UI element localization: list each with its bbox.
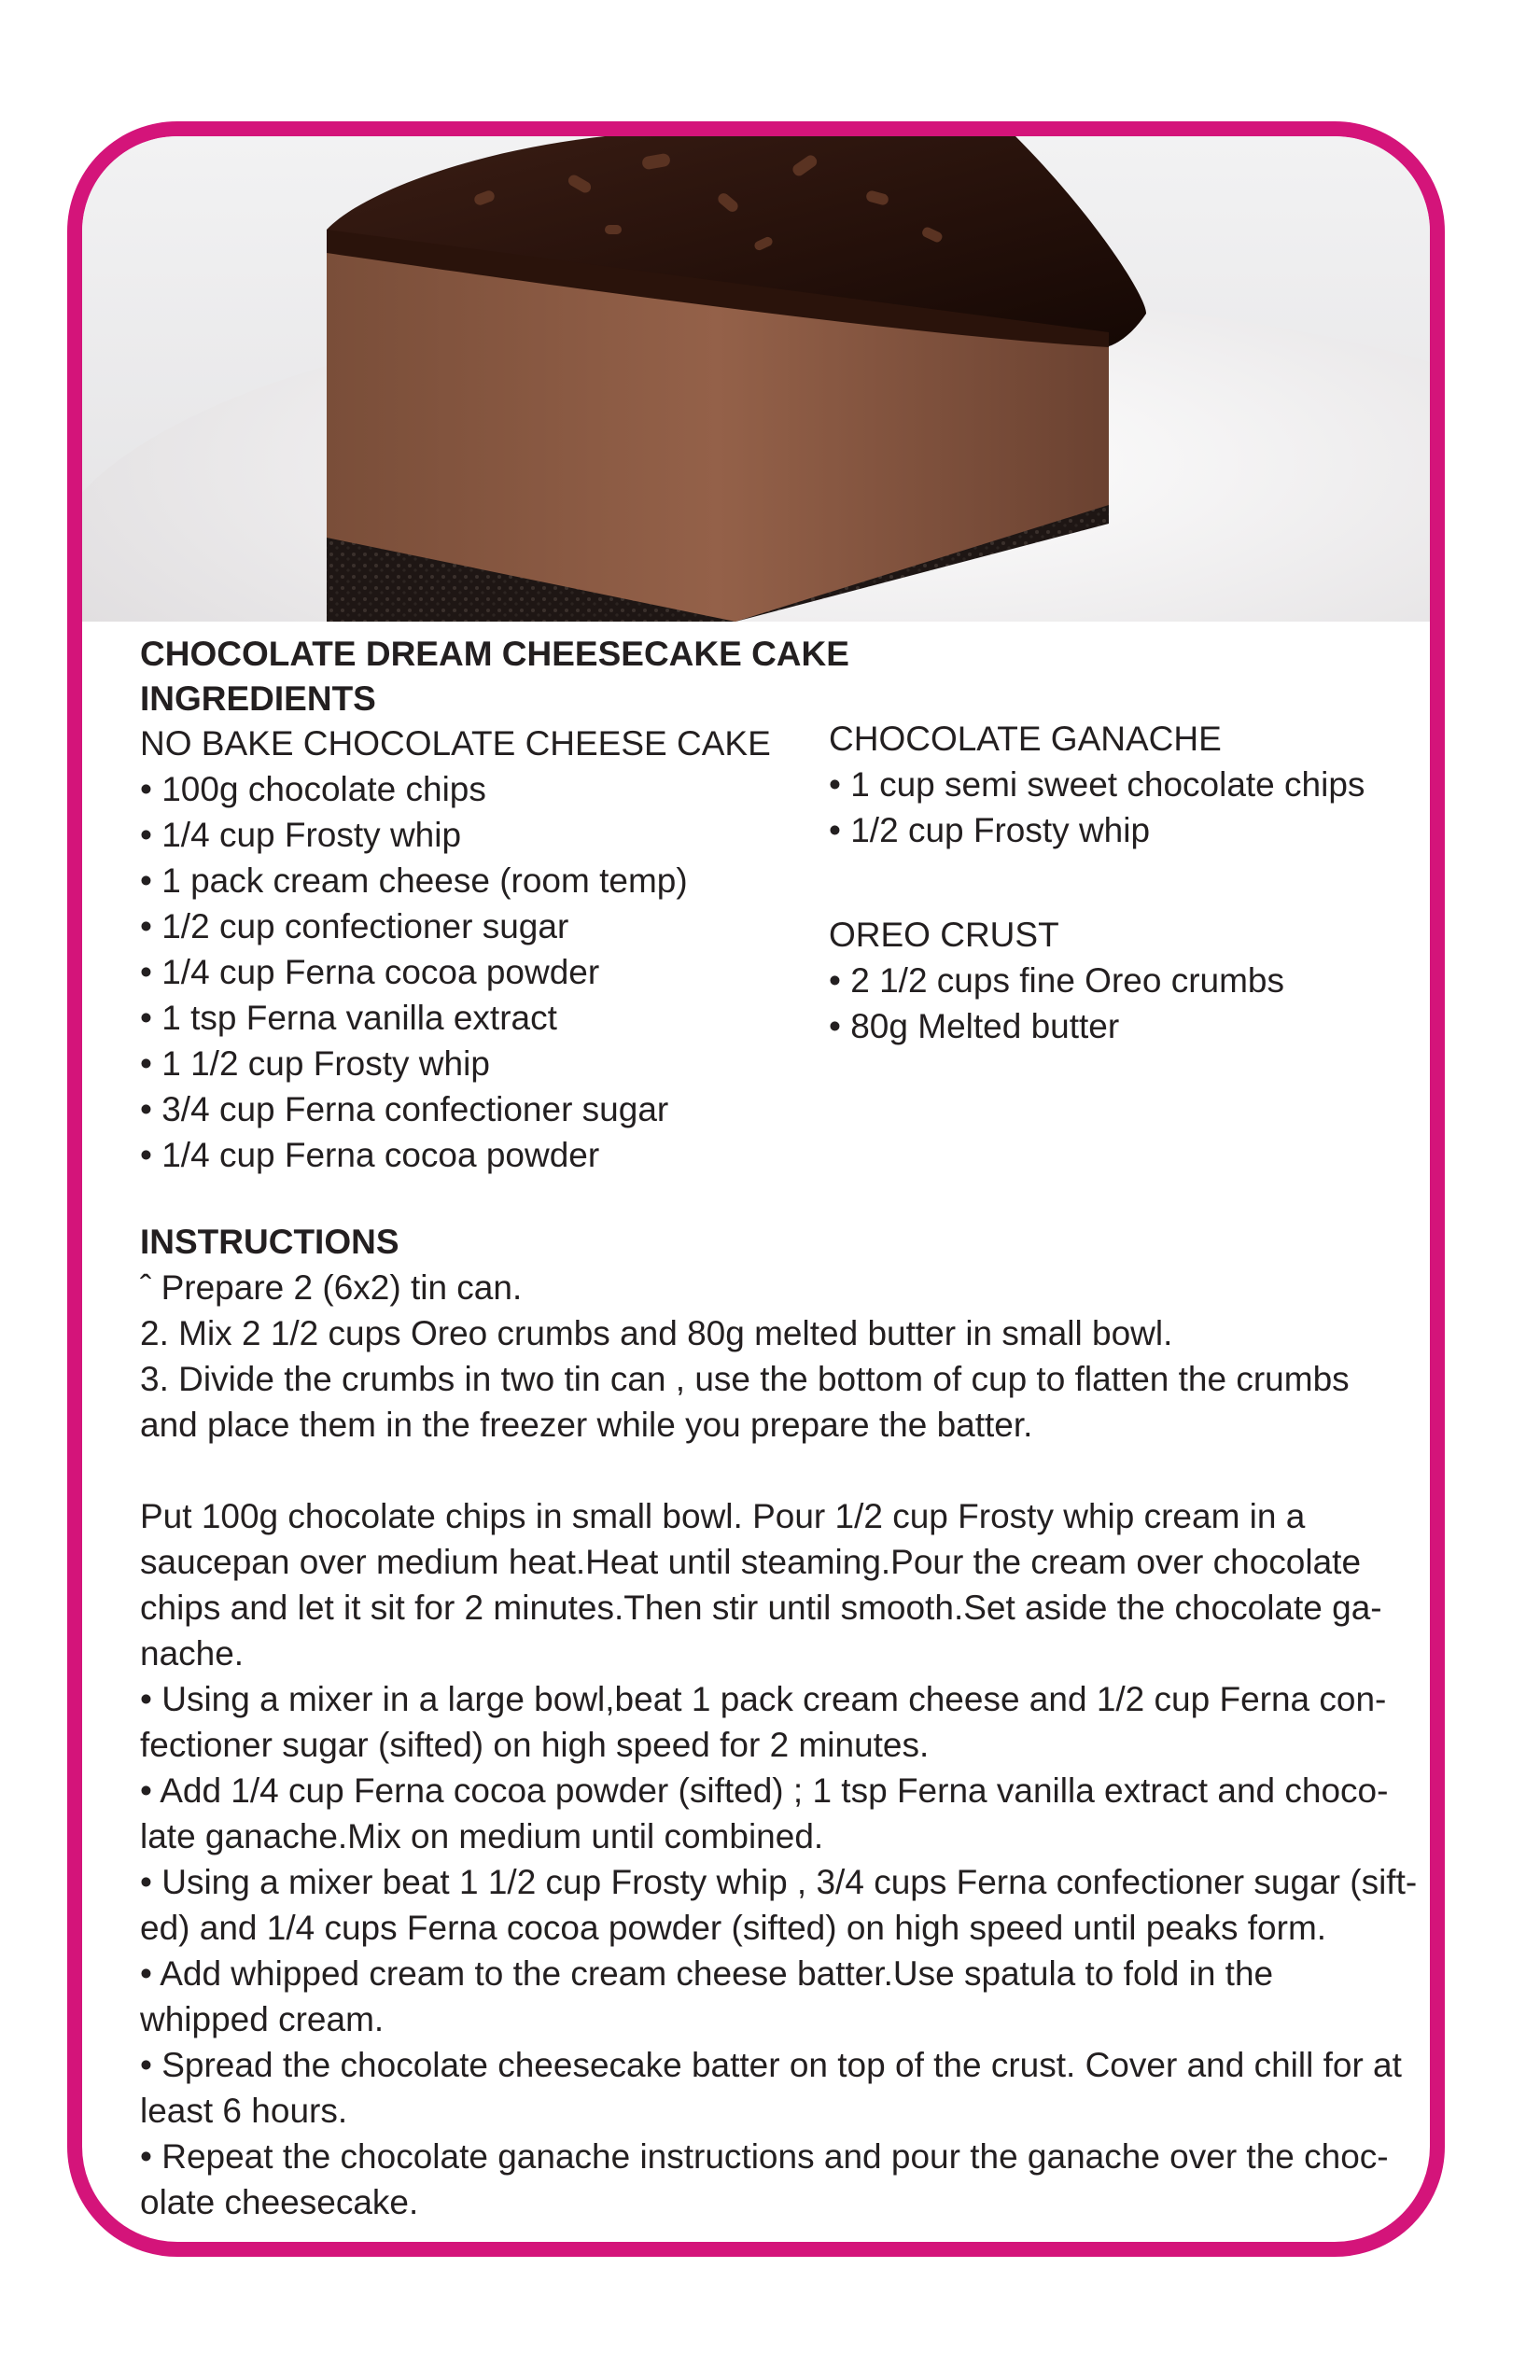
ingredients-heading: INGREDIENTS <box>140 679 376 718</box>
ingredient-item: • 80g Melted butter <box>829 1007 1120 1045</box>
ingredient-item: • 1/2 cup Frosty whip <box>829 811 1151 849</box>
ingredient-item: • 1/4 cup Frosty whip <box>140 816 462 854</box>
instruction-line: • Add 1/4 cup Ferna cocoa powder (sifted) ; 1 tsp Ferna vanilla extract and choco- <box>140 1771 1389 1810</box>
instruction-line: whipped cream. <box>140 2000 385 2038</box>
instruction-line: chips and let it sit for 2 minutes.Then stir until smooth.Set aside the chocolate ga- <box>140 1589 1382 1627</box>
ingredient-item: • 3/4 cup Ferna confectioner sugar <box>140 1090 669 1128</box>
instruction-line: • Using a mixer beat 1 1/2 cup Frosty whip , 3/4 cups Ferna confectioner sugar (sift- <box>140 1863 1418 1901</box>
instruction-line: ˆ Prepare 2 (6x2) tin can. <box>140 1268 523 1307</box>
instruction-line: and place them in the freezer while you prepare the batter. <box>140 1406 1033 1444</box>
ingredient-item: • 2 1/2 cups fine Oreo crumbs <box>829 961 1285 1000</box>
no-bake-heading: NO BAKE CHOCOLATE CHEESE CAKE <box>140 724 771 763</box>
instruction-line: least 6 hours. <box>140 2092 348 2130</box>
instructions-section <box>140 1219 1428 2225</box>
recipe-title: CHOCOLATE DREAM CHEESECAKE CAKE <box>140 635 849 673</box>
ingredient-item: • 1 cup semi sweet chocolate chips <box>829 765 1365 804</box>
recipe-card <box>67 121 1445 2257</box>
ingredient-item: • 1 pack cream cheese (room temp) <box>140 861 688 900</box>
instruction-line: late ganache.Mix on medium until combined. <box>140 1817 824 1855</box>
recipe-content <box>82 136 1430 2242</box>
instructions-heading: INSTRUCTIONS <box>140 1223 399 1261</box>
instruction-line: 3. Divide the crumbs in two tin can , use the bottom of cup to flatten the crumbs <box>140 1360 1350 1398</box>
ganache-heading: CHOCOLATE GANACHE <box>829 720 1222 758</box>
instruction-line: nache. <box>140 1634 245 1673</box>
ingredient-item: • 1/2 cup confectioner sugar <box>140 907 569 945</box>
instruction-line: • Add whipped cream to the cream cheese batter.Use spatula to fold in the <box>140 1954 1274 1993</box>
ingredient-item: • 1 tsp Ferna vanilla extract <box>140 999 557 1037</box>
instruction-line: ed) and 1/4 cups Ferna cocoa powder (sifted) on high speed until peaks form. <box>140 1909 1327 1947</box>
ingredient-item: • 1 1/2 cup Frosty whip <box>140 1044 490 1083</box>
ingredient-item: • 1/4 cup Ferna cocoa powder <box>140 953 600 991</box>
instruction-line: • Using a mixer in a large bowl,beat 1 pack cream cheese and 1/2 cup Ferna con- <box>140 1680 1387 1718</box>
instruction-line: • Spread the chocolate cheesecake batter on top of the crust. Cover and chill for at <box>140 2046 1402 2084</box>
crust-heading: OREO CRUST <box>829 916 1059 954</box>
ganache-and-crust-ingredients <box>829 716 1365 1049</box>
instruction-line: fectioner sugar (sifted) on high speed for 2 minutes. <box>140 1726 930 1764</box>
instruction-line: Put 100g chocolate chips in small bowl. Pour 1/2 cup Frosty whip cream in a <box>140 1497 1306 1535</box>
ingredient-item: • 100g chocolate chips <box>140 770 486 808</box>
instruction-line: 2. Mix 2 1/2 cups Oreo crumbs and 80g melted butter in small bowl. <box>140 1314 1173 1352</box>
instruction-line: olate cheesecake. <box>140 2183 419 2221</box>
ingredient-item: • 1/4 cup Ferna cocoa powder <box>140 1136 600 1174</box>
instruction-line: • Repeat the chocolate ganache instructions and pour the ganache over the choc- <box>140 2137 1389 2176</box>
instruction-line: saucepan over medium heat.Heat until steaming.Pour the cream over chocolate <box>140 1543 1362 1581</box>
no-bake-ingredients <box>140 721 771 1178</box>
